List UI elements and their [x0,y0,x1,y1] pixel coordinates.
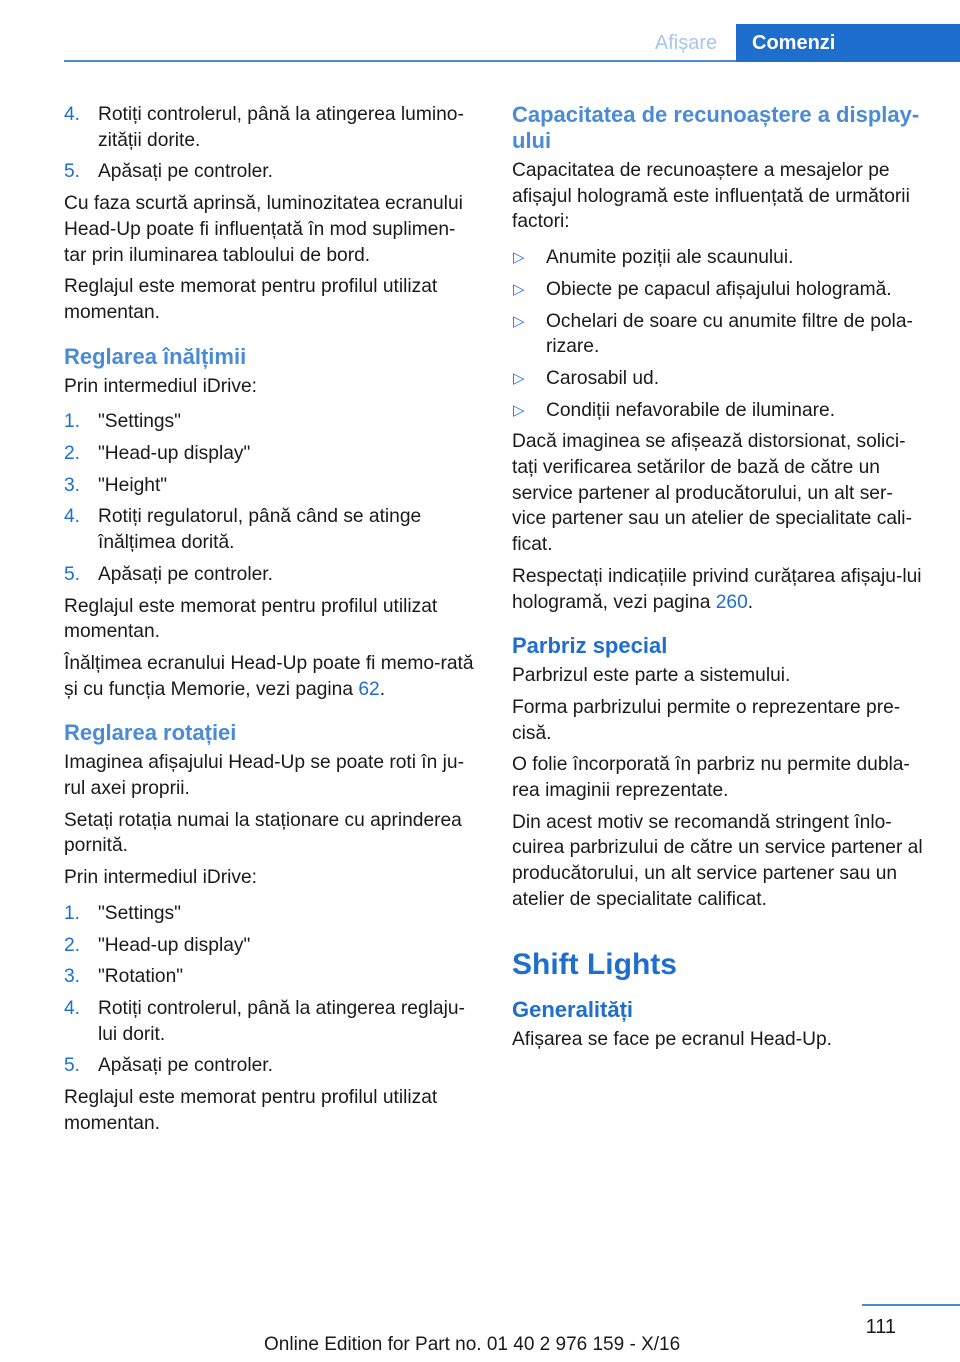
list-item [512,245,924,271]
section-heading-recognition: Capacitatea de recunoaștere a display-ului [512,102,920,153]
paragraph: O folie încorporată în parbriz nu permite dubla‐rea imaginii reprezentate. [512,754,910,802]
list-item [64,473,476,499]
tab-comenzi[interactable]: Comenzi [736,24,960,62]
step-text: "Height" [98,474,168,496]
step-text: Rotiți controlerul, până la atingerea reglaju‐lui dorit. [98,997,465,1045]
triangle-bullet-icon: ▷ [513,312,525,330]
step-text: "Head-up display" [98,934,251,956]
step-number: 5. [64,563,81,585]
paragraph [64,651,476,702]
list-item [512,309,924,360]
list-item [64,901,476,927]
paragraph [512,564,924,615]
paragraph: Dacă imaginea se afișează distorsionat, solici‐tați verificarea setărilor de bază de către un service partener al producătorului, un alt ser‐vice partener sau un atelier de specialitate cali‐ficat. [512,431,912,556]
section-heading-height: Reglarea înălțimii [64,343,247,369]
list-item [512,366,924,392]
step-text: Rotiți regulatorul, până când se atinge înălțimea dorită. [98,506,422,554]
triangle-bullet-icon: ▷ [513,280,525,298]
section-heading-windshield: Parbriz special [512,633,668,659]
bullet-text: Anumite poziții ale scaunului. [546,247,794,269]
page-link-62[interactable]: 62 [358,678,380,700]
paragraph-text: Respectați indicațiile privind curățarea afișaju‐lui hologramă, vezi pagina [512,565,922,613]
punctuation: . [747,591,754,613]
step-number: 2. [64,443,81,465]
step-text: "Settings" [98,411,181,433]
paragraph: Reglajul este memorat pentru profilul utilizat momentan. [64,595,438,643]
paragraph: Din acest motiv se recomandă stringent înlo‐cuirea parbrizului de către un service partener al producătorului, un alt service partener sau un atelier de specialitate calificat. [512,811,923,910]
step-text: "Rotation" [98,966,184,988]
list-item [64,159,476,185]
right-column [512,102,924,1058]
step-number: 4. [64,506,81,528]
paragraph: Cu faza scurtă aprinsă, luminozitatea ecranului Head-Up poate fi influențată în mod suplimen‐tar prin iluminarea tabloului de bord. [64,193,463,266]
paragraph: Prin intermediul iDrive: [64,867,257,889]
punctuation: . [379,678,386,700]
list-item [64,441,476,467]
tab-afisare[interactable]: Afișare [654,32,718,54]
list-item [64,933,476,959]
paragraph: Imaginea afișajului Head-Up se poate roti în ju‐rul axei proprii. [64,752,464,800]
list-item [64,1053,476,1079]
step-number: 5. [64,1055,81,1077]
step-number: 3. [64,966,81,988]
edition-note: Online Edition for Part no. 01 40 2 976 159 - X/16 [264,1334,681,1355]
list-item [64,964,476,990]
bullet-text: Carosabil ud. [546,367,660,389]
triangle-bullet-icon: ▷ [513,401,525,419]
triangle-bullet-icon: ▷ [513,369,525,387]
step-text: Rotiți controlerul, până la atingerea lumino‐zității dorite. [98,104,464,151]
triangle-bullet-icon: ▷ [513,249,525,267]
bullet-text: Ochelari de soare cu anumite filtre de pola‐rizare. [546,310,913,358]
step-text: "Settings" [98,902,181,924]
paragraph: Prin intermediul iDrive: [64,375,257,397]
paragraph: Setați rotația numai la staționare cu aprinderea pornită. [64,809,462,857]
paragraph: Reglajul este memorat pentru profilul utilizat momentan. [64,276,438,323]
page-link-260[interactable]: 260 [715,591,748,613]
paragraph-text: Înălțimea ecranului Head-Up poate fi memo‐rată și cu funcția Memorie, vezi pagina [64,652,474,700]
step-number: 2. [64,934,81,956]
section-heading-general: Generalități [512,996,634,1022]
step-number: 4. [64,997,81,1019]
step-text: "Head-up display" [98,443,251,465]
paragraph: Reglajul este memorat pentru profilul utilizat momentan. [64,1087,438,1134]
step-number: 3. [64,474,81,496]
step-text: Apăsați pe controler. [98,161,273,183]
step-text: Apăsați pe controler. [98,563,273,585]
paragraph: Afișarea se face pe ecranul Head-Up. [512,1028,832,1050]
bullet-text: Condiții nefavorabile de iluminare. [546,399,836,421]
step-number: 4. [64,104,81,125]
bullet-text: Obiecte pe capacul afișajului hologramă. [546,278,892,300]
list-item [64,102,476,153]
footer-rule [862,1304,960,1306]
list-item [512,277,924,303]
step-text: Apăsați pe controler. [98,1055,273,1077]
chapter-heading-shift-lights: Shift Lights [512,947,677,981]
paragraph: Capacitatea de recunoaștere a mesajelor pe afișajul hologramă este influențată de următorii factori: [512,160,910,233]
step-number: 5. [64,161,81,183]
list-item [64,409,476,435]
paragraph: Forma parbrizului permite o reprezentare pre‐cisă. [512,696,901,744]
left-column [64,102,476,1143]
step-number: 1. [64,902,81,924]
list-item [64,996,476,1047]
page-number: 111 [865,1316,896,1338]
list-item [64,504,476,555]
list-item [512,398,924,424]
section-heading-rotation: Reglarea rotației [64,720,237,746]
paragraph: Parbrizul este parte a sistemului. [512,665,791,687]
list-item [64,562,476,588]
step-number: 1. [64,411,81,433]
